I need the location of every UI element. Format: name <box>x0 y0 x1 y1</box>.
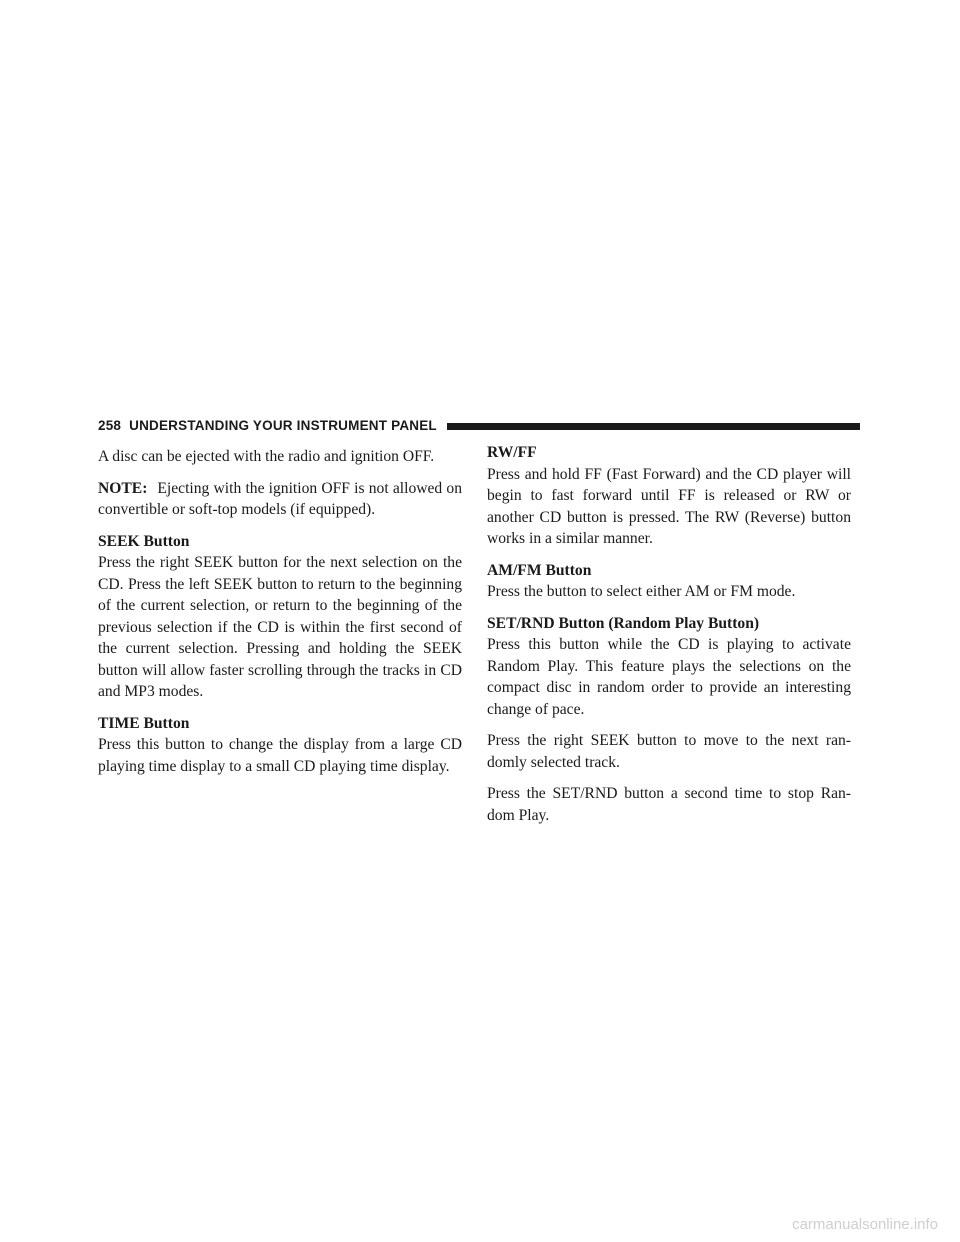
seek-next-paragraph: Press the right SEEK button to move to the next ran- domly selected track. <box>487 732 851 771</box>
note-paragraph <box>98 478 462 521</box>
seek-heading: SEEK Button <box>98 532 190 550</box>
amfm-paragraph: Press the button to select either AM or FM mode. <box>487 583 796 600</box>
note-label: NOTE: <box>98 479 148 497</box>
stop-random-paragraph: Press the SET/RND button a second time to stop Ran- dom Play. <box>487 785 851 824</box>
setrnd-heading: SET/RND Button (Random Play Button) <box>487 614 760 632</box>
page-header <box>98 416 860 434</box>
header-rule <box>447 423 860 430</box>
time-paragraph: Press this button to change the display from a large CD playing time display to a small CD playing time display. <box>98 736 462 775</box>
left-column <box>98 446 462 787</box>
section-title: UNDERSTANDING YOUR INSTRUMENT PANEL <box>129 417 437 433</box>
seek-paragraph: Press the right SEEK button for the next selection on the CD. Press the left SEEK button to return to the beginning of the current selection, or return to the beginning of the previous selection if the CD is within the first second of the current selection. Pressing and holding the SEEK button will allow faster scrolling through the tracks in CD and MP3 modes. <box>98 554 462 700</box>
rwff-paragraph: Press and hold FF (Fast Forward) and the CD player will begin to fast forward until FF is released or RW or another CD button is pressed. The RW (Reverse) button works in a similar manner. <box>487 465 851 547</box>
intro-paragraph: A disc can be ejected with the radio and ignition OFF. <box>98 448 435 465</box>
rwff-heading: RW/FF <box>487 444 537 461</box>
setrnd-paragraph: Press this button while the CD is playing to activate Random Play. This feature plays the selections on the compact disc in random order to provide an interesting change of pace. <box>487 636 851 718</box>
note-text: Ejecting with the ignition OFF is not allowed on convertible or soft-top models (if equipped). <box>98 479 462 518</box>
time-heading: TIME Button <box>98 714 190 732</box>
page-number: 258 <box>98 417 122 433</box>
watermark: carmanualsonline.info <box>792 1216 938 1233</box>
right-column <box>487 442 851 836</box>
amfm-heading: AM/FM Button <box>487 561 592 579</box>
